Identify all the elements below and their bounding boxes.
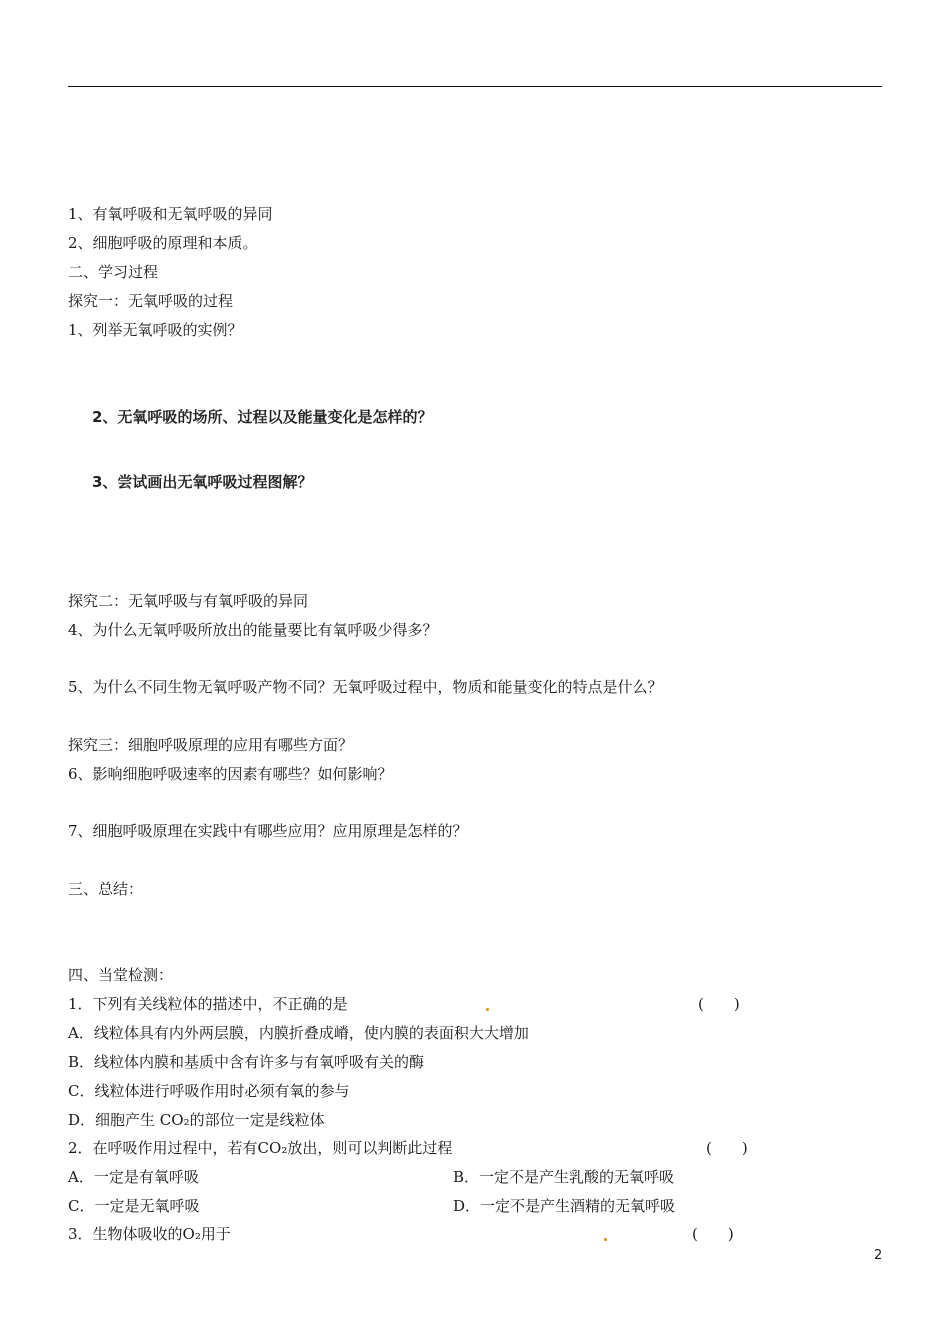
question-7: 7、细胞呼吸原理在实践中有哪些应用？应用原理是怎样的？ [68,822,468,840]
test-q1-answer-paren: ( ) [698,995,740,1013]
question-2: 2、无氧呼吸的场所、过程以及能量变化是怎样的？ [92,408,433,426]
inquiry-3-title: 探究三：细胞呼吸原理的应用有哪些方面？ [68,736,354,754]
test-q1-option-b: B．线粒体内膜和基质中含有许多与有氧呼吸有关的酶 [68,1053,425,1071]
header-rule [68,86,882,87]
test-q3-answer-paren: ( ) [692,1225,734,1243]
test-q2-answer-paren: ( ) [706,1139,748,1157]
test-q1-stem: 1．下列有关线粒体的描述中，不正确的是 [68,995,348,1013]
question-1: 1、列举无氧呼吸的实例？ [68,321,243,339]
question-4: 4、为什么无氧呼吸所放出的能量要比有氧呼吸少得多？ [68,621,438,639]
objective-2: 2、细胞呼吸的原理和本质。 [68,234,258,252]
section-2-title: 二、学习过程 [68,263,159,281]
inquiry-1-title: 探究一：无氧呼吸的过程 [68,292,234,310]
question-5: 5、为什么不同生物无氧呼吸产物不同？无氧呼吸过程中，物质和能量变化的特点是什么？ [68,678,663,696]
test-q1-option-d: D．细胞产生 CO₂的部位一定是线粒体 [68,1111,325,1129]
test-q3-stem: 3．生物体吸收的O₂用于 [68,1225,231,1243]
test-q2-option-b: B．一定不是产生乳酸的无氧呼吸 [453,1168,675,1186]
test-q2-option-d: D．一定不是产生酒精的无氧呼吸 [453,1197,676,1215]
test-q2-option-c: C．一定是无氧呼吸 [68,1197,200,1215]
test-q2-option-a: A．一定是有氧呼吸 [68,1168,199,1186]
stray-mark [486,1008,489,1011]
page-number: 2 [874,1248,883,1263]
stray-mark [604,1238,607,1241]
question-6: 6、影响细胞呼吸速率的因素有哪些？如何影响？ [68,765,393,783]
section-4-title: 四、当堂检测： [68,966,174,984]
objective-1: 1、有氧呼吸和无氧呼吸的异同 [68,205,273,223]
inquiry-2-title: 探究二：无氧呼吸与有氧呼吸的异同 [68,592,309,610]
test-q1-option-a: A．线粒体具有内外两层膜，内膜折叠成嵴，使内膜的表面积大大增加 [68,1024,529,1042]
section-3-title: 三、总结： [68,880,144,898]
test-q1-option-c: C．线粒体进行呼吸作用时必须有氧的参与 [68,1082,350,1100]
test-q2-stem: 2．在呼吸作用过程中，若有CO₂放出，则可以判断此过程 [68,1139,453,1157]
question-3: 3、尝试画出无氧呼吸过程图解？ [92,473,313,491]
